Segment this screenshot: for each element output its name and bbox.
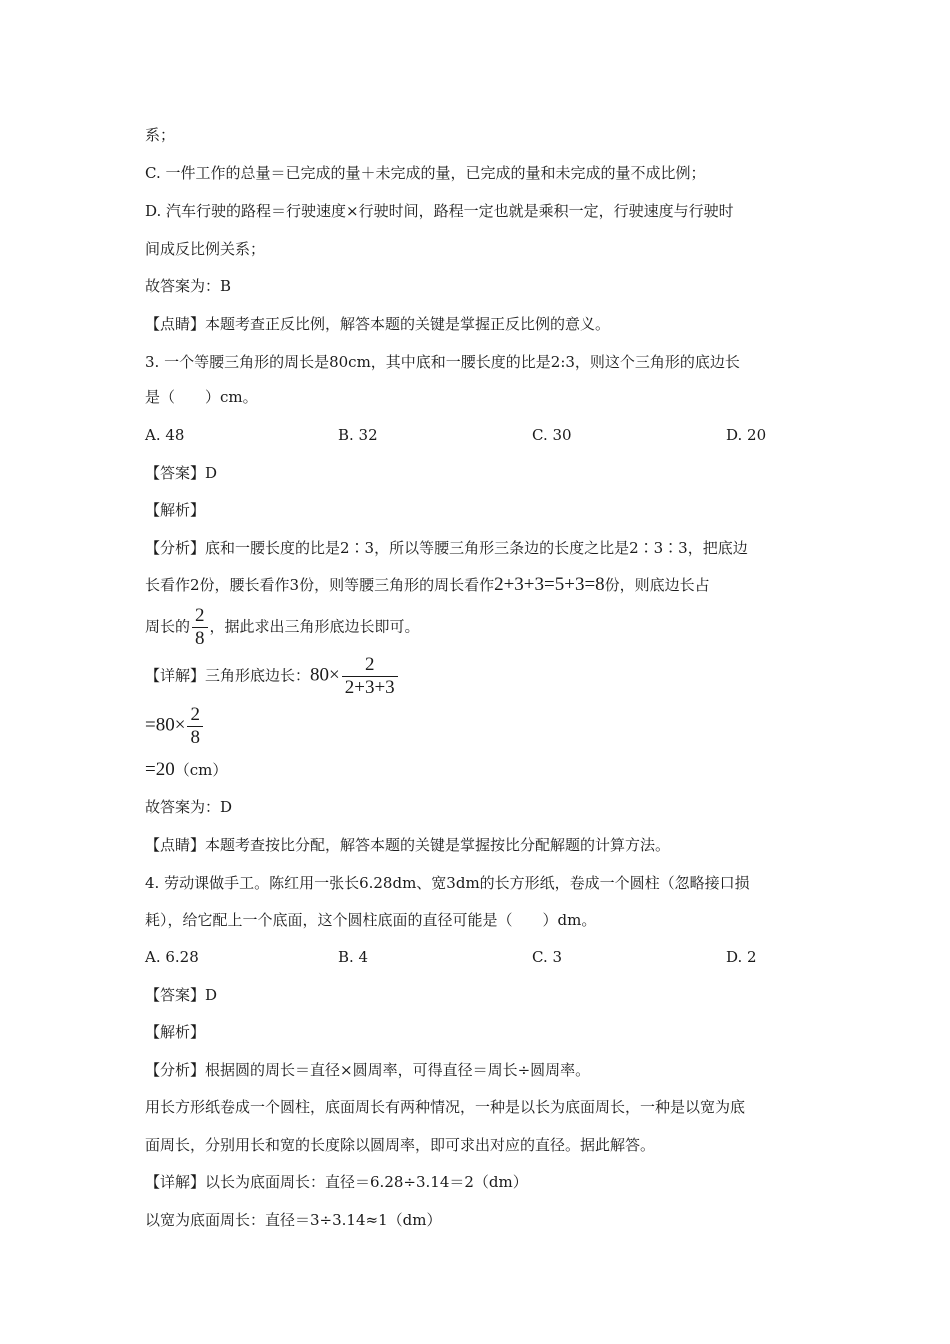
- answer-label: 【答案】D: [145, 986, 218, 1004]
- q4-option-a: A. 6.28: [145, 948, 199, 966]
- math-expression: 80×: [310, 664, 340, 686]
- text-segment: 周长的: [145, 617, 191, 636]
- fraction-denominator: 8: [195, 628, 205, 649]
- question-4-stem: 4. 劳动课做手工。陈红用一张长6.28dm、宽3dm的长方形纸，卷成一个圆柱（忽略接口损: [145, 874, 750, 892]
- math-expression: =20: [145, 759, 175, 780]
- fraction-denominator: 8: [190, 727, 200, 748]
- q3-option-d: D. 20: [726, 426, 767, 444]
- q3-option-b: B. 32: [338, 426, 378, 444]
- fraction: [192, 605, 208, 650]
- analysis-line: 用长方形纸卷成一个圆柱，底面周长有两种情况，一种是以长为底面周长，一种是以宽为底: [145, 1098, 746, 1116]
- question-4-stem-cont: 耗），给它配上一个底面，这个圆柱底面的直径可能是（ ）dm。: [145, 911, 597, 929]
- detail-line: 以宽为底面周长：直径＝3÷3.14≈1（dm）: [145, 1211, 442, 1229]
- math-expression: =80×: [145, 714, 186, 736]
- option-c-explanation: C. 一件工作的总量＝已完成的量＋未完成的量，已完成的量和未完成的量不成比例；: [145, 164, 706, 182]
- detail-line: [145, 654, 400, 699]
- math-expression: 2+3+3=5+3=8: [494, 574, 605, 595]
- answer-line: 故答案为：B: [145, 277, 232, 295]
- fraction: [342, 654, 398, 699]
- text-segment: ，据此求出三角形底边长即可。: [209, 617, 420, 636]
- question-3-stem: 3. 一个等腰三角形的周长是80cm，其中底和一腰长度的比是2:3，则这个三角形的底边长: [145, 353, 740, 371]
- text-line: 间成反比例关系；: [145, 240, 266, 258]
- text-segment: 长看作2份，腰长看作3份，则等腰三角形的周长看作: [145, 576, 495, 594]
- q3-option-c: C. 30: [532, 426, 572, 444]
- q4-option-d: D. 2: [726, 948, 757, 966]
- analysis-line: 【分析】根据圆的周长＝直径×圆周率，可得直径＝周长÷圆周率。: [145, 1061, 591, 1079]
- detail-line: 【详解】以长为底面周长：直径＝6.28÷3.14＝2（dm）: [145, 1173, 528, 1191]
- text-line: 系；: [145, 126, 176, 144]
- option-d-explanation: D. 汽车行驶的路程＝行驶速度×行驶时间，路程一定也就是乘积一定，行驶速度与行驶时: [145, 202, 734, 220]
- detail-line: [145, 760, 227, 780]
- analysis-line: [145, 605, 420, 650]
- fraction-numerator: 2: [195, 605, 205, 626]
- analysis-label: 【解析】: [145, 501, 206, 519]
- text-segment: （cm）: [174, 761, 228, 779]
- fraction-numerator: 2: [190, 704, 200, 725]
- analysis-label: 【解析】: [145, 1023, 206, 1041]
- fraction-numerator: 2: [364, 654, 375, 675]
- text-segment: 【详解】三角形底边长：: [145, 666, 311, 685]
- text-segment: 份，则底边长占: [604, 576, 710, 594]
- q3-option-a: A. 48: [145, 426, 185, 444]
- analysis-line: 面周长，分别用长和宽的长度除以圆周率，即可求出对应的直径。据此解答。: [145, 1136, 656, 1154]
- fraction-denominator: 2+3+3: [344, 677, 395, 698]
- question-3-stem-cont: 是（ ）cm。: [145, 388, 258, 406]
- q4-option-b: B. 4: [338, 948, 369, 966]
- q4-option-c: C. 3: [532, 948, 563, 966]
- answer-line: 故答案为：D: [145, 798, 233, 816]
- fraction: [187, 704, 203, 749]
- comment-line: 【点睛】本题考查按比分配，解答本题的关键是掌握按比分配解题的计算方法。: [145, 836, 671, 854]
- analysis-line: [145, 575, 710, 595]
- comment-line: 【点睛】本题考查正反比例，解答本题的关键是掌握正反比例的意义。: [145, 315, 611, 333]
- analysis-line: 【分析】底和一腰长度的比是2∶3，所以等腰三角形三条边的长度之比是2∶3∶3，把底边: [145, 539, 748, 557]
- answer-label: 【答案】D: [145, 464, 218, 482]
- detail-line: [145, 704, 205, 749]
